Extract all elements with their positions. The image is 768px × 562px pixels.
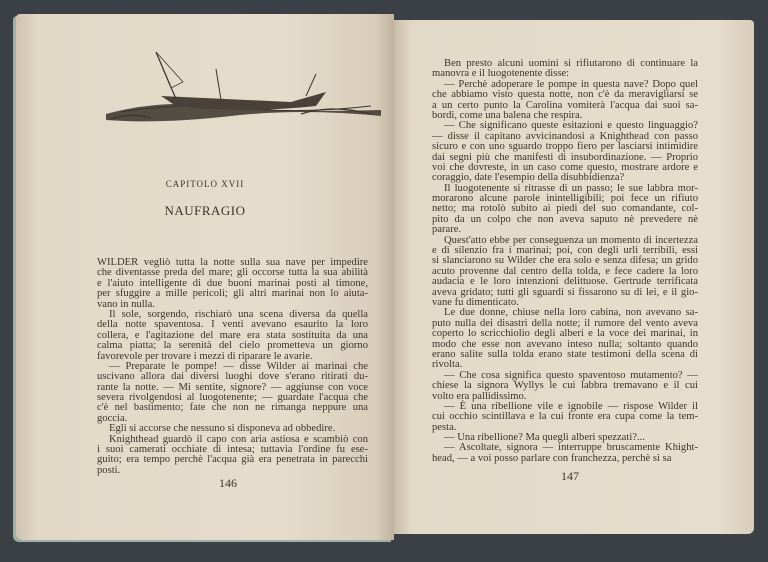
text-line: — disse il capitano avvicinandosi a Knighthead con passo [432,130,698,142]
paragraph [432,371,698,402]
text-line: aveva gridato; tutti gli sguardi si fissarono su di lei, e il gio- [432,286,698,298]
paragraph [97,310,368,362]
text-line: c'è nel bastimento; fate che non ne rimanga neppure una [97,402,368,414]
text-line: posti. [97,464,121,476]
text-line: voi che dovreste, in un caso come questo, mostrare ardore e [432,161,698,173]
text-line: uscivano allora dai diversi luoghi dove s'erano ritirati du- [97,371,368,383]
text-line: — Che cosa significa questo spaventoso mutamento? — [444,369,698,381]
text-line: rante la notte. — Mi sentite, signore? — aggiunse con voce [97,381,368,393]
text-line: coraggio, date l'esempio della disubbidienza? [432,172,625,184]
text-line: WILDER vegliò tutta la notte sulla sua nave per impedire [97,257,368,268]
text-line: puto nulla dei disastri della notte; il rumore del vento aveva [432,317,698,329]
paragraph [432,80,698,122]
text-line: che diventasse preda del mare; gli occorse tutta la sua abilità [97,267,368,279]
text-line: Quest'atto ebbe per conseguenza un momento di incertezza [444,234,698,246]
text-line: pito da un colpo che non aveva saputo nè prevedere nè [432,213,698,225]
text-line: e l'aiuto intelligente di due buoni marinai posti al timone, [97,277,368,289]
text-line: — Che significano queste esitazioni e questo linguaggio? [444,120,698,132]
paragraph [432,402,698,433]
text-line: Ben presto alcuni uomini si rifiutarono di continuare la [444,58,698,69]
page-number: 146 [219,476,237,490]
text-line: e di silenzio fra i marinai; poi, con degli urli terribili, essi [432,245,698,257]
text-line: i suoi camerati occhiate di intesa; tuttavia l'ordine fu ese- [97,444,368,456]
text-line: dai segni più che manifesti di insubordinazione. — Proprio [432,151,698,163]
text-line: collera, e l'agitazione del mare era stata sostituita da una [97,329,368,341]
text-line: calma piatta; la serenità del cielo prometteva un giorno [97,340,368,352]
text-line: Il sole, sorgendo, rischiarò una scena diversa da quella [109,308,368,320]
text-line: che abbiamo visto questa notte, non c'è da meravigliarsi se [432,89,698,101]
text-line: manovra e il luogotenente disse: [432,68,570,80]
text-line: coperto lo scricchiolio degli alberi e la voce dei marinai, in [432,328,698,340]
text-line: chiese la signora Wyllys le cui labbra tremavano e il cui [432,380,698,392]
text-line: modo che esse non avevano inteso nulla; soltanto quando [432,338,698,350]
right-page-text [432,59,698,464]
text-line: volto era pallidissimo. [432,390,527,402]
text-line: — Perchè adoperare le pompe in questa nave? Dopo quel [444,78,698,90]
text-line: Il luogotenente si ritrasse di un passo; le sue labbra mor- [444,182,698,194]
chapter-title: NAUFRAGIO [164,203,246,218]
text-line: — Una ribellione? Ma quegli alberi spezzati?... [444,432,645,444]
text-line: acuto provenne dal centro della tolda, e fece cadere la loro [432,265,698,277]
text-line: guito; era tempo perchè l'acqua già era penetrata in parecchi [97,454,368,466]
text-line: della notte spaventosa. I venti avevano esaurito la loro [97,319,368,331]
paragraph [432,121,698,183]
right-page [394,20,754,534]
text-line: favorevole per trovare i mezzi di riparare le avarie. [97,350,313,362]
paragraph [432,308,698,370]
text-line: a un certo punto la Carolina vomiterà l'acqua dai suoi sa- [432,99,698,111]
ship-illustration [101,44,381,129]
chapter-number: CAPITOLO XVII [165,179,245,189]
paragraph [432,59,698,80]
text-line: vano in nulla. [97,298,155,310]
page-number: 147 [561,469,579,483]
text-line: si slanciarono su Wilder che era solo e senza difesa; un grido [432,255,698,267]
paragraph [97,435,368,477]
paragraph [432,236,698,309]
text-line: vane fu dimenticato. [432,296,519,308]
text-line: cui occhio scintillava e la cui fronte era cupa come la tem- [432,411,698,423]
text-line: parare. [432,224,462,236]
text-line: erano salite sulla tolda erano state testimoni della scena di [432,348,698,360]
left-page [16,14,394,540]
paragraph [97,258,368,310]
text-line: — Ascoltate, signora — interruppe bruscamente Khight- [444,442,698,454]
text-line: Knighthead guardò il capo con aria astiosa e scambiò con [109,433,368,445]
text-line: pesta. [432,421,457,433]
text-line: head, — a voi posso parlare con franchezza, perchè si sa [432,452,672,464]
paragraph [432,184,698,236]
text-line: goccia. [97,412,128,424]
paragraph [97,362,368,424]
text-line: morarono alcune parole inintelligibili; poi fece un rifiuto [432,193,698,205]
text-line: severa rivolgendosi al luogotenente; — guardate l'acqua che [97,392,368,404]
paragraph [432,443,698,464]
text-line: Egli si accorse che nessuno si disponeva ad obbedire. [109,423,336,435]
text-line: per sfuggire a mille pericoli; gli altri marinai non lo aiuta- [97,288,368,300]
text-line: audacia e le loro intenzioni delittuose. Gertrude terrificata [432,276,698,288]
text-line: — È una ribellione vile e ignobile — rispose Wilder il [444,400,698,412]
text-line: bordi, come una balena che respira. [432,109,583,121]
text-line: Le due donne, chiuse nella loro cabina, non avevano sa- [444,307,698,319]
text-line: sicuro e con uno sguardo troppo fiero per lasciarsi intimidire [432,141,698,153]
text-line: rivolta. [432,359,463,371]
left-page-text [97,258,368,476]
text-line: — Preparate le pompe! — disse Wilder ai marinai che [109,360,368,372]
text-line: netto; ma rotolò subito ai piedi del suo comandante, col- [432,203,698,215]
